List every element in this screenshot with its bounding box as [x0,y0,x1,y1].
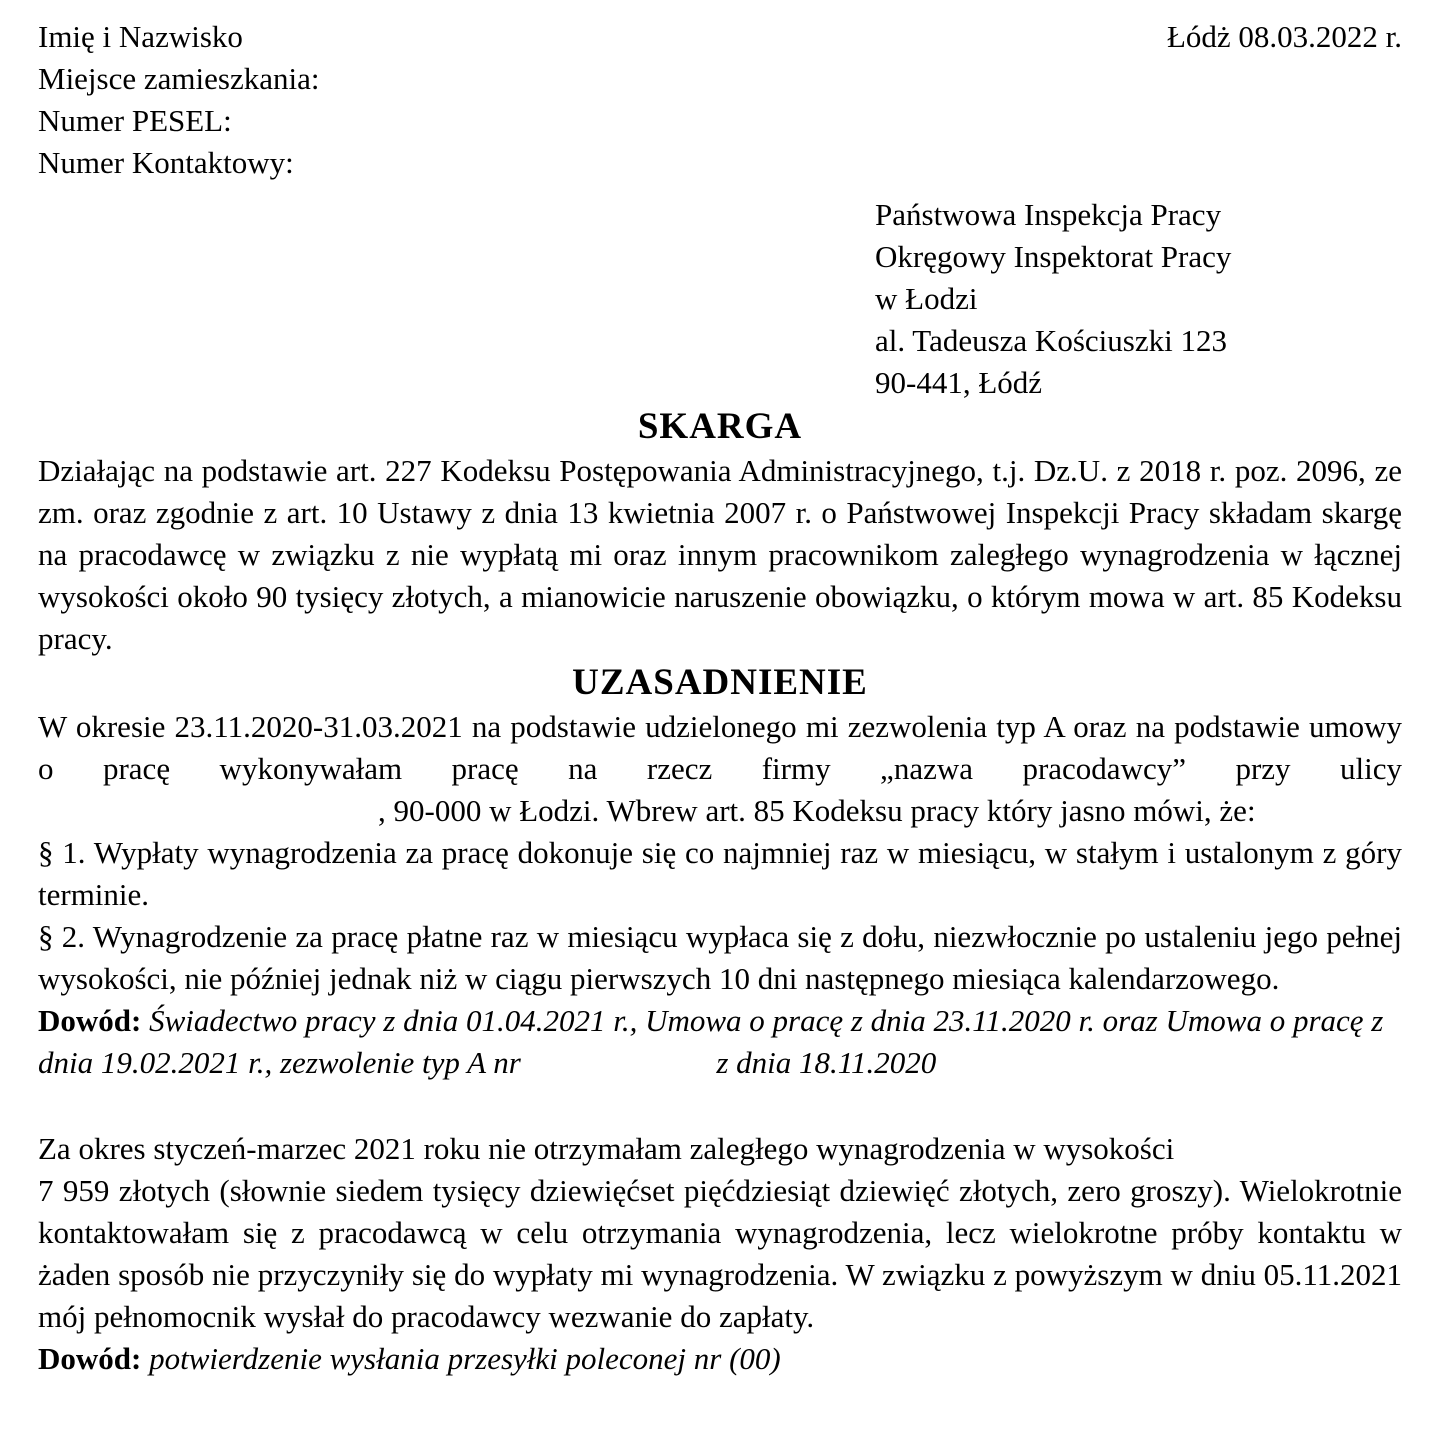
date-line: Łódż 08.03.2022 r. [1166,19,1402,54]
evidence-1-text-before-gap: Świadectwo pracy z dnia 01.04.2021 r., Umowa o pracę z dnia 23.11.2020 r. oraz Umowa o pracę z dnia 19.02.2021 r., zezwolenie typ A nr [38,1003,1384,1080]
document-title: SKARGA [637,406,803,447]
letter-header [38,16,1402,184]
intro-paragraph: Działając na podstawie art. 227 Kodeksu Postępowania Administracyjnego, t.j. Dz.U. z 2018 r. poz. 2096, ze zm. oraz zgodnie z art. 10 Ustawy z dnia 13 kwietnia 2007 r. o Państwowej Inspekcji Pracy składam skargę na pracodawcę w związku z nie wypłatą mi oraz innym pracownikom zaległego wynagrodzenia w łącznej wysokości około 90 tysięcy złotych, a mianowicie naruszenie obowiązku, o którym mowa w art. 85 Kodeksu pracy. [38,453,1402,656]
recipient-block [875,194,1402,404]
sender-phone-line: Numer Kontaktowy: [38,145,294,180]
sender-name-line: Imię i Nazwisko [38,19,243,54]
section-title: UZASADNIENIE [572,662,868,703]
evidence-line-2 [38,1338,1402,1380]
recipient-institution-line: Państwowa Inspekcja Pracy [875,197,1222,232]
claim-first-line: Za okres styczeń-marzec 2021 roku nie otrzymałam zaległego wynagrodzenia w wysokości [38,1131,1175,1166]
employment-paragraph: W okresie 23.11.2020-31.03.2021 na podstawie udzielonego mi zezwolenia typ A oraz na podstawie umowy o pracę wykonywałam pracę na rzecz firmy „nazwa pracodawcy” przy ulicy [38,709,1402,786]
sender-block [38,16,319,184]
blank-line [38,1084,1402,1128]
recipient-postal-line: 90-441, Łódź [875,365,1043,400]
evidence-2-text: potwierdzenie wysłania przesyłki poleconej nr (00) [149,1341,781,1376]
sender-address-line: Miejsce zamieszkania: [38,61,320,96]
evidence-1-text-after-gap: z dnia 18.11.2020 [716,1045,937,1080]
recipient-inspectorate-line: Okręgowy Inspektorat Pracy [875,239,1232,274]
evidence-line-1 [38,1000,1402,1084]
labor-code-paragraph-1: § 1. Wypłaty wynagrodzenia za pracę dokonuje się co najmniej raz w miesiącu, w stałym i ustalonym z góry terminie. [38,835,1402,912]
recipient-street-line: al. Tadeusza Kościuszki 123 [875,323,1227,358]
labor-code-paragraph-2: § 2. Wynagrodzenie za pracę płatne raz w miesiącu wypłaca się z dołu, niezwłocznie po ustaleniu jego pełnej wysokości, nie później jednak niż w ciągu pierwszych 10 dni następnego miesiąca kalendarzowego. [38,919,1402,996]
evidence-1-label: Dowód: [38,1003,142,1038]
recipient-city-line: w Łodzi [875,281,978,316]
claim-rest: 7 959 złotych (słownie siedem tysięcy dziewięćset pięćdziesiąt dziewięć złotych, zero groszy). Wielokrotnie kontaktowałam się z pracodawcą w celu otrzymania wynagrodzenia, lecz wielokrotne próby kontaktu w żaden sposób nie przyczyniły się do wypłaty mi wynagrodzenia. W związku z powyższym w dniu 05.11.2021 mój pełnomocnik wysłał do pracodawcy wezwanie do zapłaty. [38,1173,1402,1334]
employment-paragraph-continuation: , 90-000 w Łodzi. Wbrew art. 85 Kodeksu pracy który jasno mówi, że: [378,793,1256,828]
claim-paragraph [38,1128,1402,1338]
evidence-2-label: Dowód: [38,1341,142,1376]
sender-pesel-line: Numer PESEL: [38,103,232,138]
